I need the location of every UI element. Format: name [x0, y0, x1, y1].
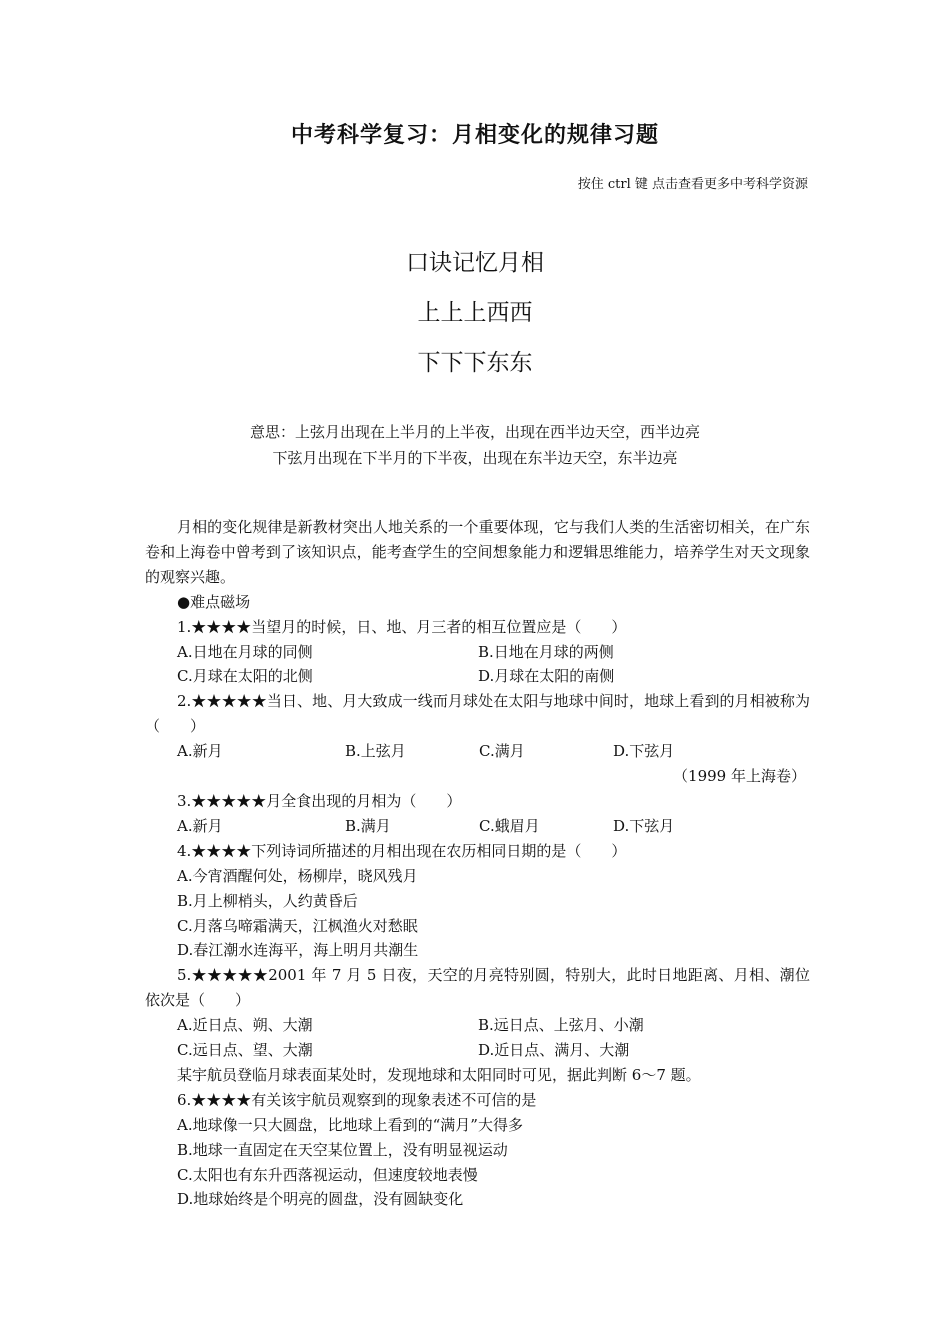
option-a: A.近日点、朔、大潮 — [177, 1016, 313, 1035]
mnemonic-line-2: 下下下东东 — [417, 350, 533, 376]
option-a: A.今宵酒醒何处，杨柳岸，晓风残月 — [177, 866, 418, 885]
option-b: B.远日点、上弦月、小潮 — [478, 1016, 644, 1035]
question-1-stem: 1.★★★★当望月的时候，日、地、月三者的相互位置应是（ ） — [177, 617, 627, 636]
question-5-options-row-1 — [145, 1013, 810, 1038]
body-text — [145, 515, 810, 1212]
section-heading: ●难点磁场 — [177, 592, 251, 611]
option-b: B.日地在月球的两侧 — [478, 642, 614, 661]
mnemonic-line-1: 上上上西西 — [417, 300, 533, 326]
option-c: C.远日点、望、大潮 — [177, 1041, 313, 1060]
option-d: D.春江潮水连海平，海上明月共潮生 — [177, 941, 419, 960]
question-1-options-row-2 — [145, 664, 810, 689]
option-d: D.下弦月 — [613, 742, 675, 761]
option-b: B.月上柳梢头，人约黄昏后 — [177, 891, 358, 910]
option-b: B.地球一直固定在天空某位置上，没有明显视运动 — [177, 1140, 508, 1159]
option-a: A.新月 — [177, 742, 223, 761]
option-c: C.满月 — [479, 742, 525, 761]
option-a: A.日地在月球的同侧 — [177, 642, 313, 661]
resource-link[interactable]: 按住 ctrl 键 点击查看更多中考科学资源 — [577, 177, 808, 192]
question-6-stem: 6.★★★★有关该宇航员观察到的现象表述不可信的是 — [177, 1090, 537, 1109]
question-3-stem: 3.★★★★★月全食出现的月相为（ ） — [177, 791, 462, 810]
option-b: B.满月 — [345, 816, 391, 835]
option-c: C.月落乌啼霜满天，江枫渔火对愁眠 — [177, 916, 418, 935]
option-a: A.新月 — [177, 816, 223, 835]
context-paragraph: 某宇航员登临月球表面某处时，发现地球和太阳同时可见，据此判断 6～7 题。 — [177, 1065, 701, 1084]
question-5-options-row-2 — [145, 1038, 810, 1063]
question-2-options — [145, 739, 810, 764]
meaning-line-2: 下弦月出现在下半月的下半夜，出现在东半边天空，东半边亮 — [272, 449, 678, 467]
meaning-line-1: 意思：上弦月出现在上半月的上半夜，出现在西半边天空，西半边亮 — [249, 423, 700, 441]
option-d: D.月球在太阳的南侧 — [478, 667, 615, 686]
option-d: D.近日点、满月、大潮 — [478, 1041, 630, 1060]
option-a: A.地球像一只大圆盘，比地球上看到的“满月”大得多 — [177, 1115, 523, 1134]
question-1-options-row-1 — [145, 640, 810, 665]
option-d: D.地球始终是个明亮的圆盘，没有圆缺变化 — [177, 1190, 464, 1209]
question-2-source: （1999 年上海卷） — [673, 767, 806, 786]
page-title: 中考科学复习：月相变化的规律习题 — [290, 123, 659, 148]
intro-paragraph: 月相的变化规律是新教材突出人地关系的一个重要体现，它与我们人类的生活密切相关，在广东卷和上海卷中曾考到了该知识点，能考查学生的空间想象能力和逻辑思维能力，培养学生对天文现象的观察兴趣。 — [145, 518, 810, 586]
option-d: D.下弦月 — [613, 816, 675, 835]
question-2-stem: 2.★★★★★当日、地、月大致成一线而月球处在太阳与地球中间时，地球上看到的月相被称为（ ） — [145, 692, 810, 736]
question-5-stem: 5.★★★★★2001 年 7 月 5 日夜，天空的月亮特别圆，特别大，此时日地距离、月相、潮位依次是（ ） — [145, 966, 810, 1010]
question-3-options — [145, 814, 810, 839]
option-c: C.月球在太阳的北侧 — [177, 667, 313, 686]
question-4-stem: 4.★★★★下列诗词所描述的月相出现在农历相同日期的是（ ） — [177, 841, 627, 860]
option-b: B.上弦月 — [345, 742, 406, 761]
option-c: C.太阳也有东升西落视运动，但速度较地表慢 — [177, 1165, 478, 1184]
mnemonic-heading: 口诀记忆月相 — [406, 250, 544, 276]
option-c: C.蛾眉月 — [479, 816, 540, 835]
